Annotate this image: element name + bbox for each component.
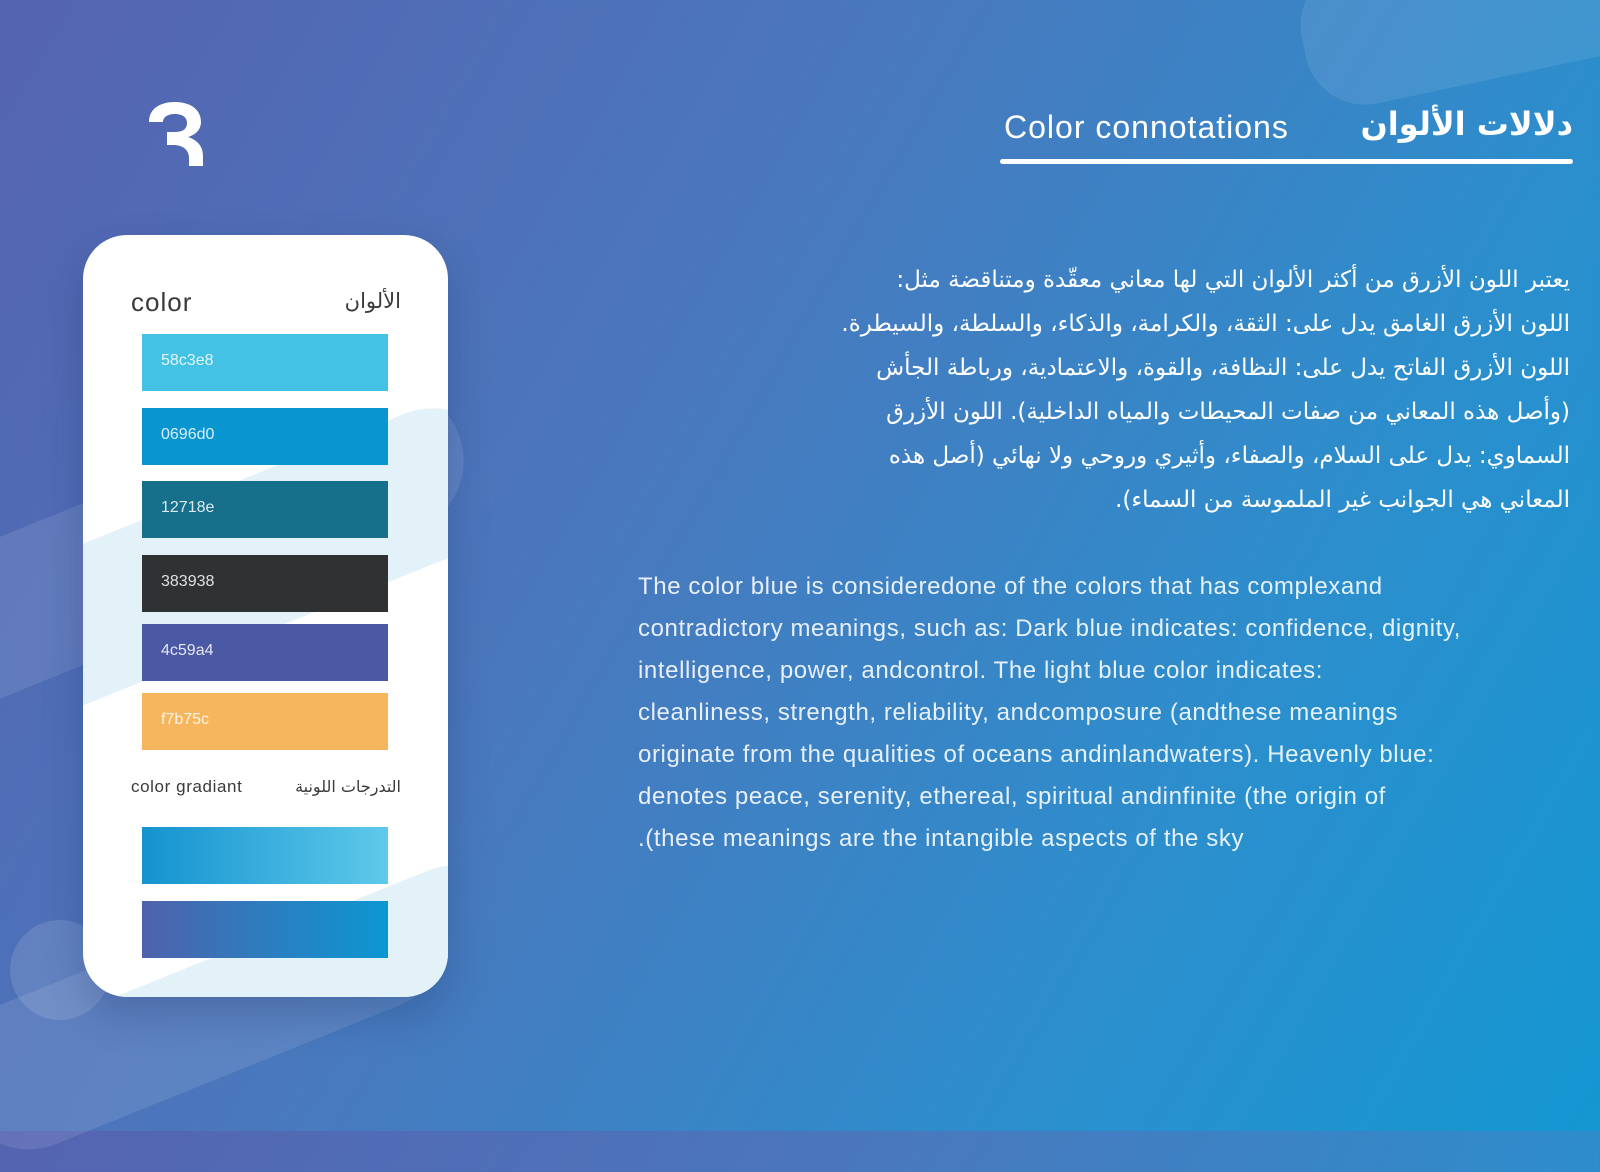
color-swatch	[142, 693, 388, 750]
english-line: originate from the qualities of oceans andinlandwaters). Heavenly blue:	[638, 741, 1435, 768]
english-paragraph	[638, 566, 1563, 860]
gradient-swatch	[142, 901, 388, 958]
arabic-line: المعاني هي الجوانب غير الملموسة من السماء).	[1115, 487, 1570, 513]
swatch-code: 383938	[161, 573, 215, 590]
color-swatch	[142, 481, 388, 538]
swatch-code: 4c59a4	[161, 642, 214, 659]
gradient-label-en: color gradiant	[131, 777, 243, 796]
arabic-line: اللون الأزرق الغامق يدل على: الثقة، والكرامة، والذكاء، والسلطة، والسيطرة.	[841, 311, 1570, 337]
arabic-line: يعتبر اللون الأزرق من أكثر الألوان التي لها معاني معقّدة ومتناقضة مثل:	[896, 267, 1570, 293]
arabic-line: اللون الأزرق الفاتح يدل على: النظافة، والقوة، والاعتمادية، ورباطة الجأش	[876, 355, 1570, 381]
swatch-code: 0696d0	[161, 426, 215, 443]
english-line: denotes peace, serenity, ethereal, spiritual andinfinite (the origin of	[638, 783, 1386, 810]
english-line: The color blue is consideredone of the colors that has complexand	[638, 573, 1383, 600]
palette-label-ar: الألوان	[344, 289, 401, 313]
page-title-ar: دلالات الألوان	[1360, 105, 1573, 143]
palette-label-en: color	[131, 287, 193, 317]
gradient-label-ar: التدرجات اللونية	[295, 777, 401, 796]
header-underline	[1000, 159, 1573, 164]
swatch-code: 12718e	[161, 499, 215, 516]
palette-header	[131, 287, 401, 319]
english-line: .(these meanings are the intangible aspects of the sky	[638, 825, 1245, 852]
swatch-code: 58c3e8	[161, 352, 214, 369]
gradient-swatch	[142, 827, 388, 884]
arabic-paragraph	[640, 258, 1570, 522]
english-line: intelligence, power, andcontrol. The light blue color indicates:	[638, 657, 1324, 684]
swatch-code: f7b75c	[161, 711, 210, 728]
phone-mockup	[83, 235, 448, 997]
arabic-line: السماوي: يدل على السلام، والصفاء، وأثيري وروحي ولا نهائي (أصل هذه	[888, 443, 1570, 469]
english-line: cleanliness, strength, reliability, andcomposure (andthese meanings	[638, 699, 1399, 726]
background-decoration	[1289, 0, 1600, 116]
page-header	[1000, 105, 1573, 165]
page-title-en: Color connotations	[1004, 109, 1289, 145]
brand-logo-icon	[145, 100, 207, 166]
color-swatch	[142, 408, 388, 465]
color-swatch	[142, 334, 388, 391]
english-line: contradictory meanings, such as: Dark blue indicates: confidence, dignity,	[638, 615, 1462, 642]
arabic-line: (وأصل هذه المعاني من صفات المحيطات والمياه الداخلية). اللون الأزرق	[886, 399, 1570, 425]
gradient-header	[131, 777, 401, 801]
color-swatch	[142, 555, 388, 612]
color-swatch	[142, 624, 388, 681]
